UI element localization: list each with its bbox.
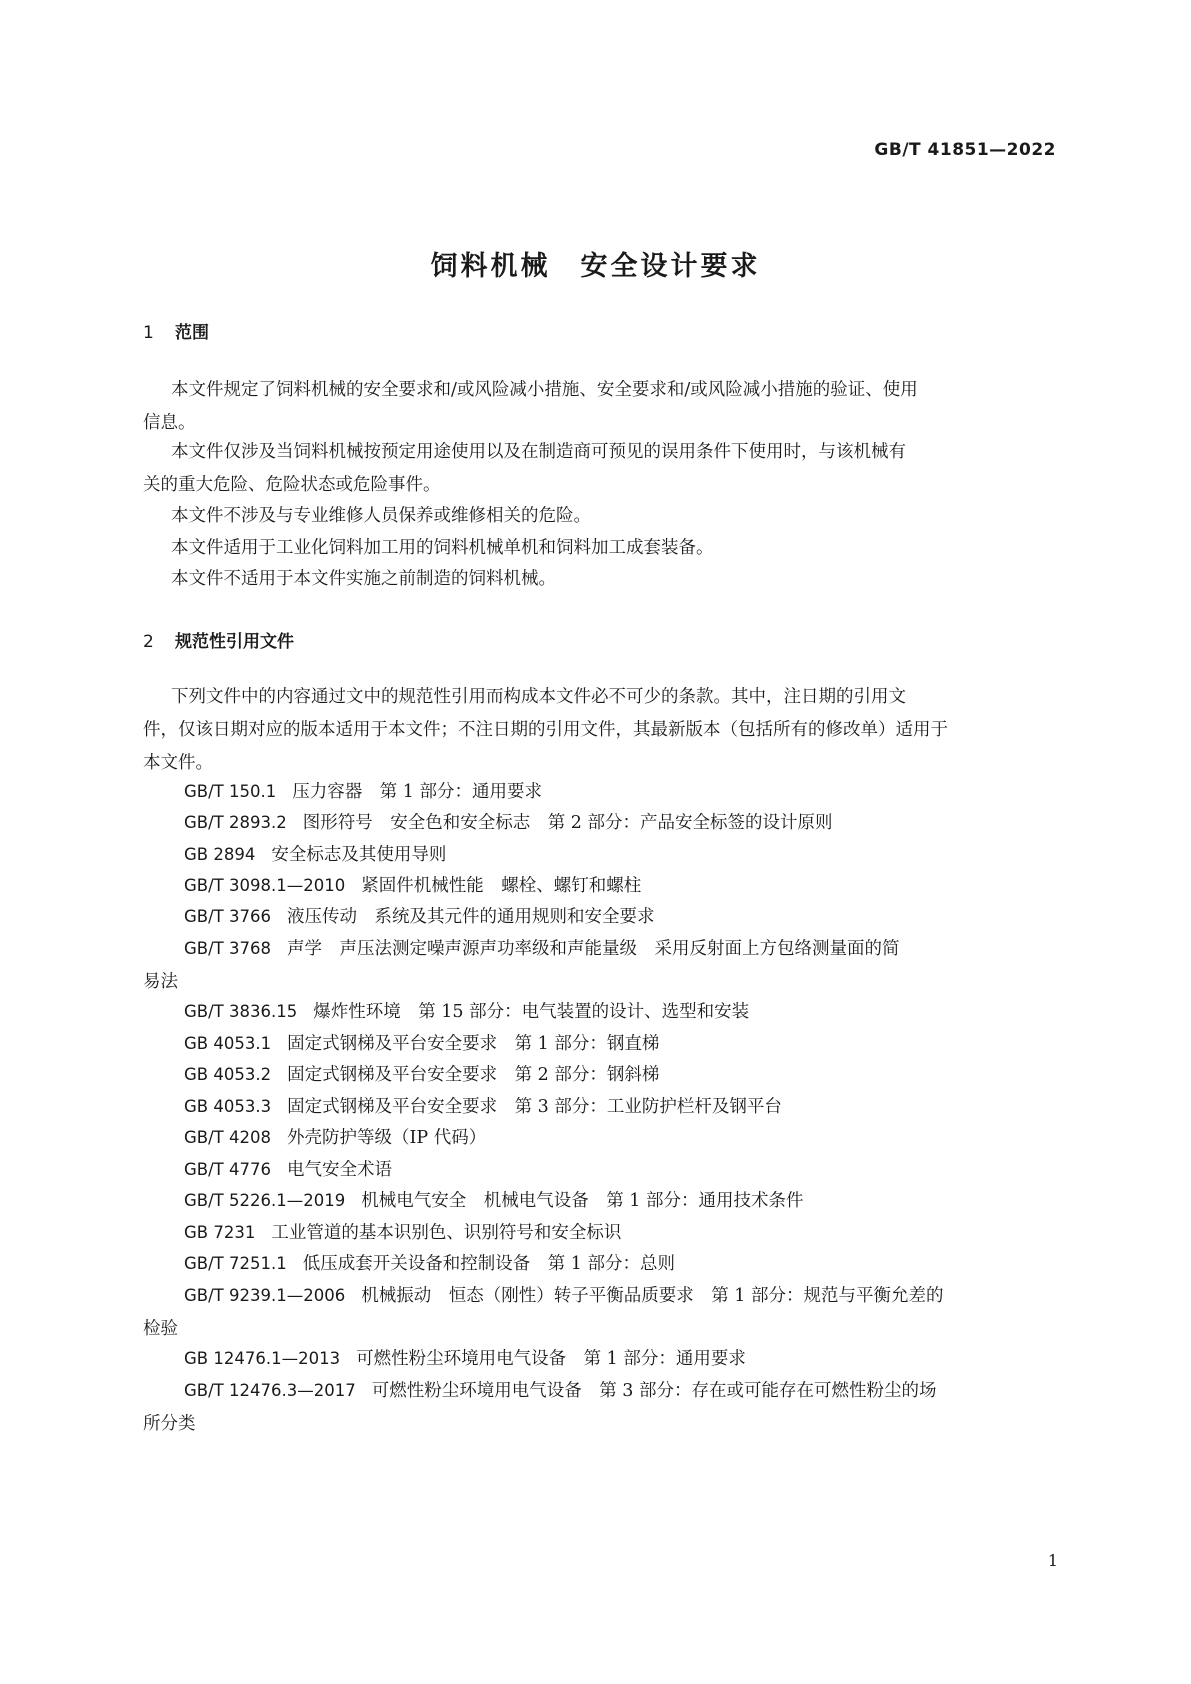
reference-item [184,1342,1056,1376]
reference-title: 可燃性粉尘环境用电气设备 第 1 部分：通用要求 [356,1349,746,1369]
reference-item [184,1184,1056,1218]
reference-item [184,1247,1056,1281]
section-number: 1 [143,323,154,343]
paragraph-line: 本文件。 [143,753,213,773]
reference-item [184,775,1056,809]
reference-title-continued: 易法 [143,972,178,992]
paragraph-line: 本文件适用于工业化饲料加工用的饲料机械单机和饲料加工成套装备。 [171,538,714,558]
reference-code: GB/T 9239.1—2006 [184,1286,346,1305]
reference-title: 安全标志及其使用导则 [271,845,447,865]
paragraph-line: 件，仅该日期对应的版本适用于本文件；不注日期的引用文件，其最新版本（包括所有的修改单）适用于 [143,720,948,740]
section-title: 规范性引用文件 [175,632,294,652]
reference-title-continued: 所分类 [143,1414,196,1434]
reference-code: GB/T 3768 [184,939,271,958]
reference-code: GB/T 2893.2 [184,813,287,832]
reference-item [184,838,1056,872]
document-title [0,244,1191,283]
paragraph-line: 本文件不涉及与专业维修人员保养或维修相关的危险。 [171,506,591,526]
section-heading-normative-references [143,627,294,652]
reference-title: 固定式钢梯及平台安全要求 第 1 部分：钢直梯 [287,1034,660,1054]
reference-code: GB/T 150.1 [184,782,277,801]
title-part-1: 饲料机械 [430,251,551,282]
paragraph-line: 本文件规定了饲料机械的安全要求和/或风险减小措施、安全要求和/或风险减小措施的验证、使用 [171,380,918,400]
reference-code: GB 2894 [184,845,256,864]
scope-paragraph-1 [143,374,1056,440]
reference-item [143,1374,1056,1441]
scope-paragraph-3 [171,500,1056,533]
standard-code: GB/T 41851—2022 [874,140,1056,160]
reference-item [184,1058,1056,1092]
reference-code: GB/T 12476.3—2017 [184,1381,356,1400]
reference-item [184,1027,1056,1061]
reference-item [184,1153,1056,1187]
paragraph-line: 下列文件中的内容通过文中的规范性引用而构成本文件必不可少的条款。其中，注日期的引用文 [171,687,906,707]
reference-item [143,1279,1056,1346]
reference-item [184,995,1056,1029]
reference-title: 机械振动 恒态（刚性）转子平衡品质要求 第 1 部分：规范与平衡允差的 [361,1286,944,1306]
title-part-2: 安全设计要求 [580,251,761,282]
reference-item [184,806,1056,840]
reference-code: GB/T 4776 [184,1160,271,1179]
reference-code: GB/T 3098.1—2010 [184,876,346,895]
reference-item [184,1090,1056,1124]
reference-item [184,900,1056,934]
reference-title: 声学 声压法测定噪声源声功率级和声能量级 采用反射面上方包络测量面的简 [286,939,900,959]
reference-title: 可燃性粉尘环境用电气设备 第 3 部分：存在或可能存在可燃性粉尘的场 [371,1381,937,1401]
reference-code: GB/T 3836.15 [184,1002,298,1021]
reference-code: GB 4053.2 [184,1065,272,1084]
reference-item [184,1121,1056,1155]
reference-code: GB 4053.1 [184,1034,272,1053]
reference-code: GB 4053.3 [184,1097,272,1116]
reference-item [143,932,1056,999]
reference-title: 固定式钢梯及平台安全要求 第 3 部分：工业防护栏杆及钢平台 [287,1097,782,1117]
reference-title: 压力容器 第 1 部分：通用要求 [292,782,542,802]
reference-title: 紧固件机械性能 螺栓、螺钉和螺柱 [361,876,642,896]
reference-title: 外壳防护等级（IP 代码） [286,1128,487,1148]
reference-title: 固定式钢梯及平台安全要求 第 2 部分：钢斜梯 [287,1065,660,1085]
scope-paragraph-4 [171,532,1056,565]
section-heading-scope [143,318,209,343]
reference-title: 液压传动 系统及其元件的通用规则和安全要求 [286,907,655,927]
reference-code: GB/T 4208 [184,1128,271,1147]
reference-item [184,869,1056,903]
reference-title: 机械电气安全 机械电气设备 第 1 部分：通用技术条件 [361,1191,804,1211]
reference-title: 工业管道的基本识别色、识别符号和安全标识 [271,1223,622,1243]
references-intro [143,681,1056,780]
paragraph-line: 信息。 [143,413,196,433]
reference-code: GB/T 7251.1 [184,1254,287,1273]
page-number: 1 [1047,1551,1058,1570]
reference-title: 图形符号 安全色和安全标志 第 2 部分：产品安全标签的设计原则 [302,813,833,833]
reference-item [184,1216,1056,1250]
reference-title: 电气安全术语 [286,1160,392,1180]
paragraph-line: 本文件不适用于本文件实施之前制造的饲料机械。 [171,569,556,589]
reference-code: GB 12476.1—2013 [184,1349,341,1368]
scope-paragraph-2 [143,436,1056,502]
reference-code: GB/T 5226.1—2019 [184,1191,346,1210]
reference-title-continued: 检验 [143,1319,178,1339]
section-title: 范围 [175,323,209,343]
reference-code: GB 7231 [184,1223,256,1242]
section-number: 2 [143,632,154,652]
reference-title: 爆炸性环境 第 15 部分：电气装置的设计、选型和安装 [313,1002,750,1022]
scope-paragraph-5 [171,563,1056,596]
reference-title: 低压成套开关设备和控制设备 第 1 部分：总则 [302,1254,675,1274]
paragraph-line: 关的重大危险、危险状态或危险事件。 [143,475,441,495]
reference-code: GB/T 3766 [184,907,271,926]
paragraph-line: 本文件仅涉及当饲料机械按预定用途使用以及在制造商可预见的误用条件下使用时，与该机械有 [171,442,906,462]
